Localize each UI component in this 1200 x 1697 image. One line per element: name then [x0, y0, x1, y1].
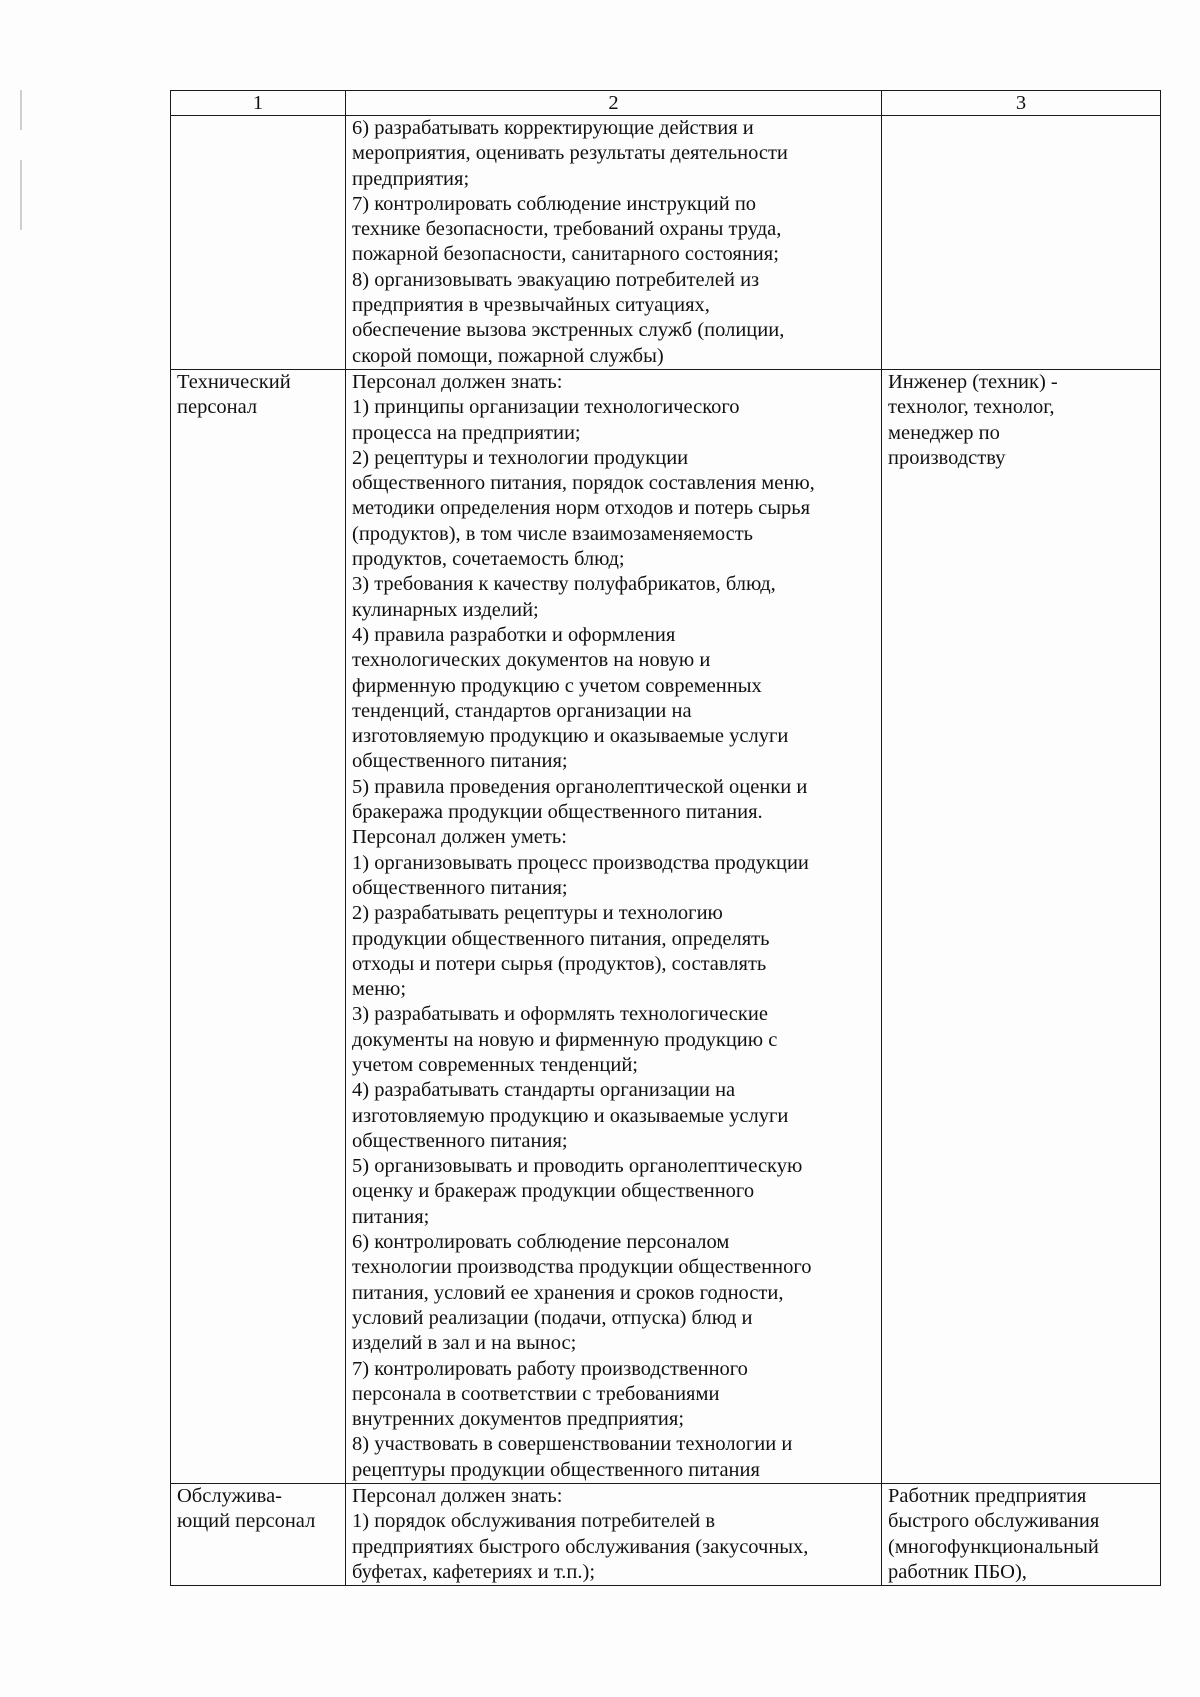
text-line: общественного питания; [352, 1129, 568, 1152]
table-row [171, 116, 1161, 370]
text-line: пожарной безопасности, санитарного состояния; [352, 243, 779, 266]
text-line: быстрого обслуживания [888, 1510, 1100, 1533]
text-line: изготовляемую продукцию и оказываемые услуги [352, 725, 789, 748]
text-line: рецептуры продукции общественного питания [352, 1458, 760, 1481]
role-cell [171, 116, 346, 370]
text-line: внутренних документов предприятия; [352, 1408, 685, 1431]
text-line: 4) правила разработки и оформления [352, 623, 676, 646]
text-line: 4) разрабатывать стандарты организации на [352, 1079, 736, 1102]
positions-cell [882, 116, 1161, 370]
text-line: оценку и бракераж продукции общественного [352, 1180, 755, 1203]
text-line: технологии производства продукции общественного [352, 1256, 812, 1279]
positions-cell [882, 369, 1161, 1483]
text-line: 2) разрабатывать рецептуры и технологию [352, 902, 723, 925]
text-line: питания; [352, 1205, 430, 1228]
text-line: персонала в соответствии с требованиями [352, 1382, 720, 1405]
requirements-table [170, 90, 1161, 1586]
text-line: изготовляемую продукцию и оказываемые услуги [352, 1104, 789, 1127]
text-line: Инженер (техник) - [888, 370, 1058, 393]
text-line: работник ПБО), [888, 1560, 1027, 1583]
text-line: менеджер по [888, 421, 1000, 444]
text-line: учетом современных тенденций; [352, 1053, 638, 1076]
table-header-row [171, 91, 1161, 116]
positions-cell [882, 1484, 1161, 1586]
role-cell [171, 1484, 346, 1586]
column-number-1: 1 [171, 91, 346, 116]
text-line: продукции общественного питания, определять [352, 927, 770, 950]
text-line: 7) контролировать соблюдение инструкций по [352, 192, 757, 215]
text-line: условий реализации (подачи, отпуска) блюд и [352, 1306, 753, 1329]
text-line: документы на новую и фирменную продукцию с [352, 1028, 778, 1051]
text-line: Работник предприятия [888, 1485, 1087, 1508]
text-line: питания, условий ее хранения и сроков годности, [352, 1281, 784, 1304]
text-line: скорой помощи, пожарной службы) [352, 344, 664, 367]
text-line: предприятиях быстрого обслуживания (закусочных, [352, 1535, 809, 1558]
text-line: 6) контролировать соблюдение персоналом [352, 1231, 730, 1254]
text-line: 6) разрабатывать корректирующие действия и [352, 117, 754, 139]
text-line: Персонал должен уметь: [352, 826, 567, 849]
text-line: 2) рецептуры и технологии продукции [352, 446, 689, 469]
text-line: бракеража продукции общественного питания. [352, 801, 763, 824]
description-cell [346, 116, 882, 370]
text-line: методики определения норм отходов и потерь сырья [352, 497, 811, 520]
text-line: технике безопасности, требований охраны труда, [352, 218, 782, 241]
scan-artifact [20, 90, 22, 130]
text-line: 8) участвовать в совершенствовании технологии и [352, 1433, 793, 1456]
text-line: фирменную продукцию с учетом современных [352, 674, 762, 697]
text-line: (продуктов), в том числе взаимозаменяемость [352, 522, 754, 545]
text-line: Технический [177, 370, 291, 393]
text-line: 5) организовывать и проводить органолептическую [352, 1155, 803, 1178]
text-line: 1) порядок обслуживания потребителей в [352, 1510, 716, 1533]
text-line: технолог, технолог, [888, 396, 1055, 419]
column-number-2: 2 [346, 91, 882, 116]
text-line: процесса на предприятии; [352, 421, 581, 444]
description-cell [346, 1484, 882, 1586]
text-line: общественного питания, порядок составления меню, [352, 472, 815, 495]
text-line: буфетах, кафетериях и т.п.); [352, 1560, 596, 1583]
text-line: предприятия в чрезвычайных ситуациях, [352, 294, 710, 317]
text-line: 8) организовывать эвакуацию потребителей из [352, 268, 760, 291]
text-line: меню; [352, 978, 407, 1001]
text-line: 3) требования к качеству полуфабрикатов, блюд, [352, 573, 776, 596]
text-line: (многофункциональный [888, 1535, 1099, 1558]
text-line: производству [888, 446, 1006, 469]
scan-artifact [20, 160, 22, 230]
text-line: кулинарных изделий; [352, 598, 539, 621]
text-line: 5) правила проведения органолептической оценки и [352, 775, 808, 798]
text-line: мероприятия, оценивать результаты деятельности [352, 142, 788, 165]
text-line: технологических документов на новую и [352, 649, 711, 672]
table-row [171, 369, 1161, 1483]
text-line: 1) принципы организации технологического [352, 396, 740, 419]
text-line: изделий в зал и на вынос; [352, 1332, 577, 1355]
text-line: отходы и потери сырья (продуктов), составлять [352, 952, 767, 975]
text-line: общественного питания; [352, 750, 568, 773]
table-row [171, 1484, 1161, 1586]
text-line: Персонал должен знать: [352, 1485, 563, 1508]
text-line: ющий персонал [177, 1510, 316, 1533]
role-cell [171, 369, 346, 1483]
text-line: Обслужива- [177, 1485, 283, 1508]
text-line: 7) контролировать работу производственного [352, 1357, 748, 1380]
text-line: обеспечение вызова экстренных служб (полиции, [352, 319, 785, 342]
column-number-3: 3 [882, 91, 1161, 116]
text-line: 1) организовывать процесс производства продукции [352, 851, 809, 874]
text-line: Персонал должен знать: [352, 370, 563, 393]
text-line: продуктов, сочетаемость блюд; [352, 548, 625, 571]
text-line: 3) разрабатывать и оформлять технологические [352, 1003, 768, 1026]
text-line: общественного питания; [352, 876, 568, 899]
text-line: персонал [177, 396, 258, 419]
text-line: тенденций, стандартов организации на [352, 699, 692, 722]
description-cell [346, 369, 882, 1483]
text-line: предприятия; [352, 167, 470, 190]
